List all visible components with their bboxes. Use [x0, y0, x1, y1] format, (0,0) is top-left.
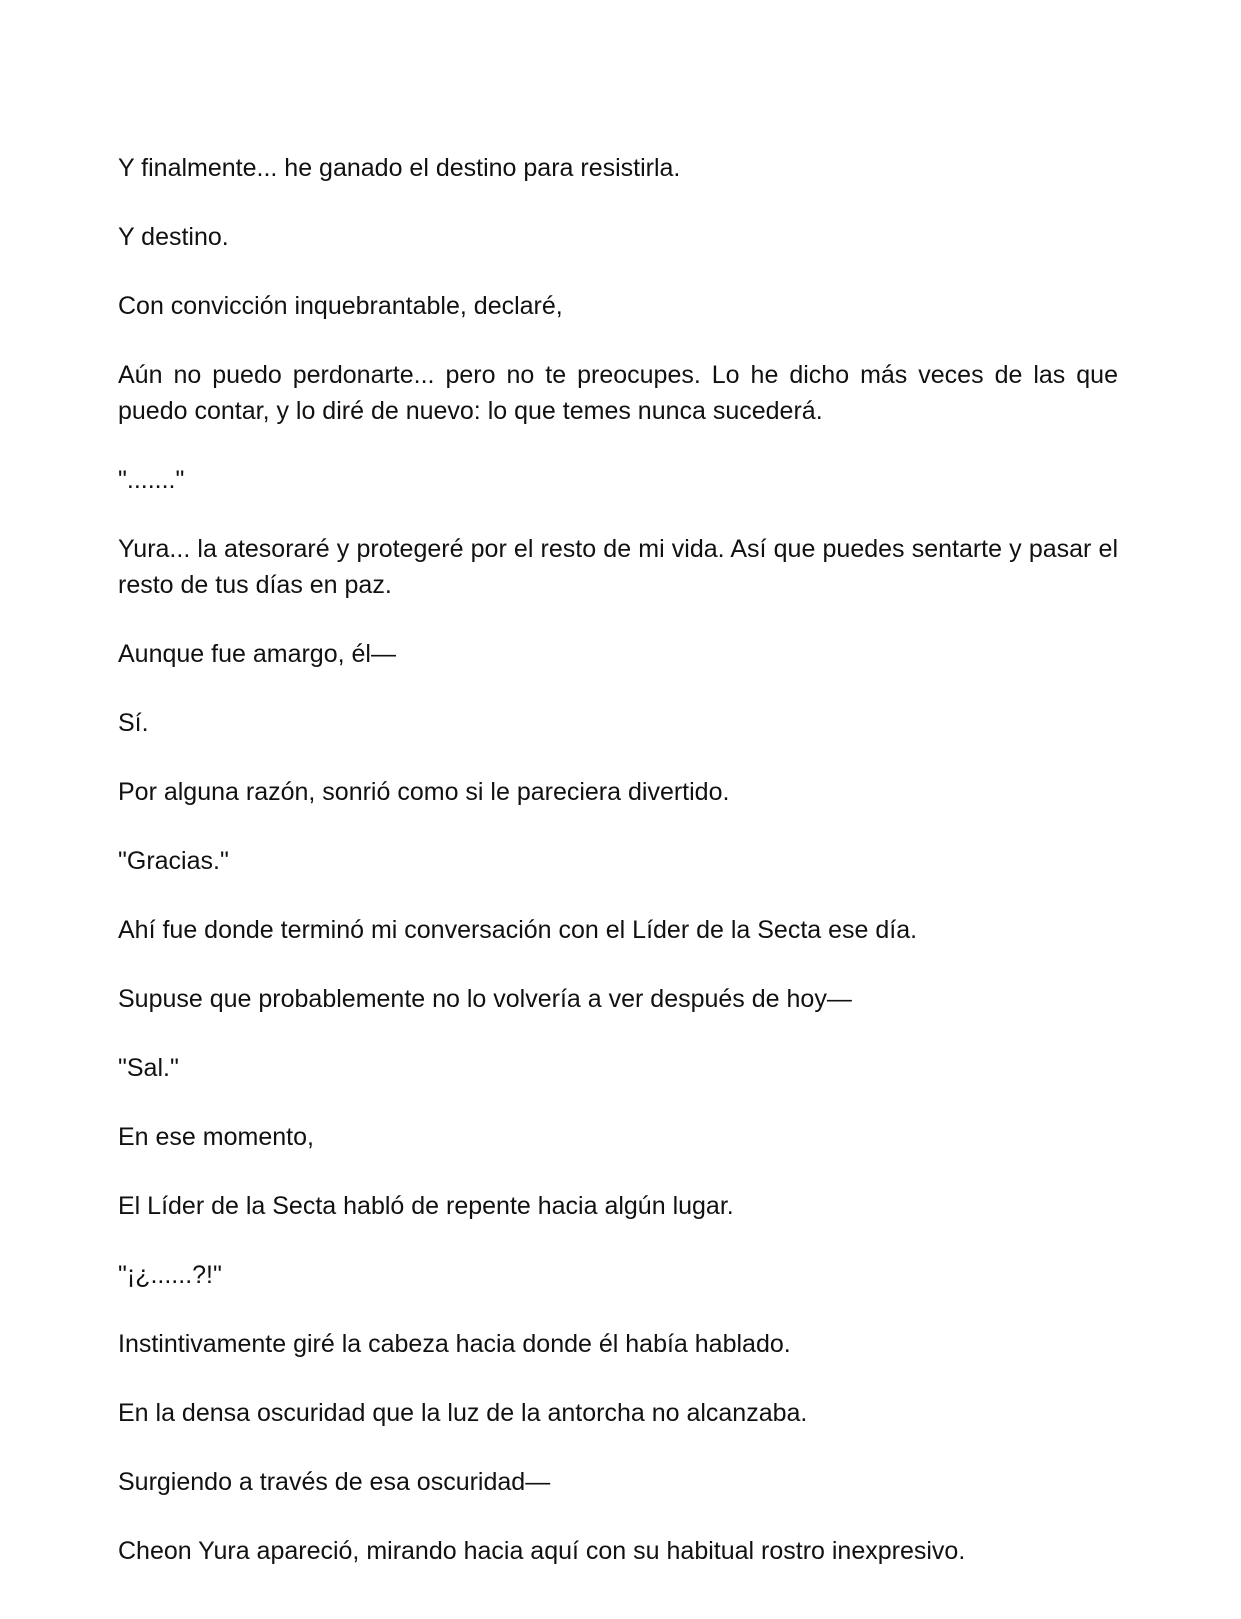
paragraph: Ahí fue donde terminó mi conversación con el Líder de la Secta ese día. — [118, 916, 918, 944]
paragraph: Por alguna razón, sonrió como si le pareciera divertido. — [118, 778, 730, 806]
paragraph: "Gracias." — [118, 847, 229, 875]
document-body — [118, 150, 1118, 1602]
paragraph: Aún no puedo perdonarte... pero no te preocupes. Lo he dicho más veces de las que puedo contar, y lo diré de nuevo: lo que temes nunca sucederá. — [118, 361, 1118, 425]
paragraph: Cheon Yura apareció, mirando hacia aquí con su habitual rostro inexpresivo. — [118, 1537, 966, 1565]
paragraph: Aunque fue amargo, él— — [118, 640, 396, 668]
paragraph: Instintivamente giré la cabeza hacia donde él había hablado. — [118, 1330, 791, 1358]
paragraph: En la densa oscuridad que la luz de la antorcha no alcanzaba. — [118, 1399, 808, 1427]
paragraph: "¡¿......?!" — [118, 1261, 222, 1289]
paragraph: "Sal." — [118, 1054, 179, 1082]
paragraph: Y finalmente... he ganado el destino para resistirla. — [118, 154, 681, 182]
paragraph: Y destino. — [118, 223, 229, 251]
paragraph: "......." — [118, 466, 185, 494]
paragraph: Con convicción inquebrantable, declaré, — [118, 292, 563, 320]
paragraph: Yura... la atesoraré y protegeré por el resto de mi vida. Así que puedes sentarte y pasar el resto de tus días en paz. — [118, 535, 1118, 599]
paragraph: El Líder de la Secta habló de repente hacia algún lugar. — [118, 1192, 734, 1220]
paragraph: Supuse que probablemente no lo volvería a ver después de hoy— — [118, 985, 852, 1013]
paragraph: En ese momento, — [118, 1123, 314, 1151]
paragraph: Surgiendo a través de esa oscuridad— — [118, 1468, 551, 1496]
paragraph: Sí. — [118, 709, 149, 737]
